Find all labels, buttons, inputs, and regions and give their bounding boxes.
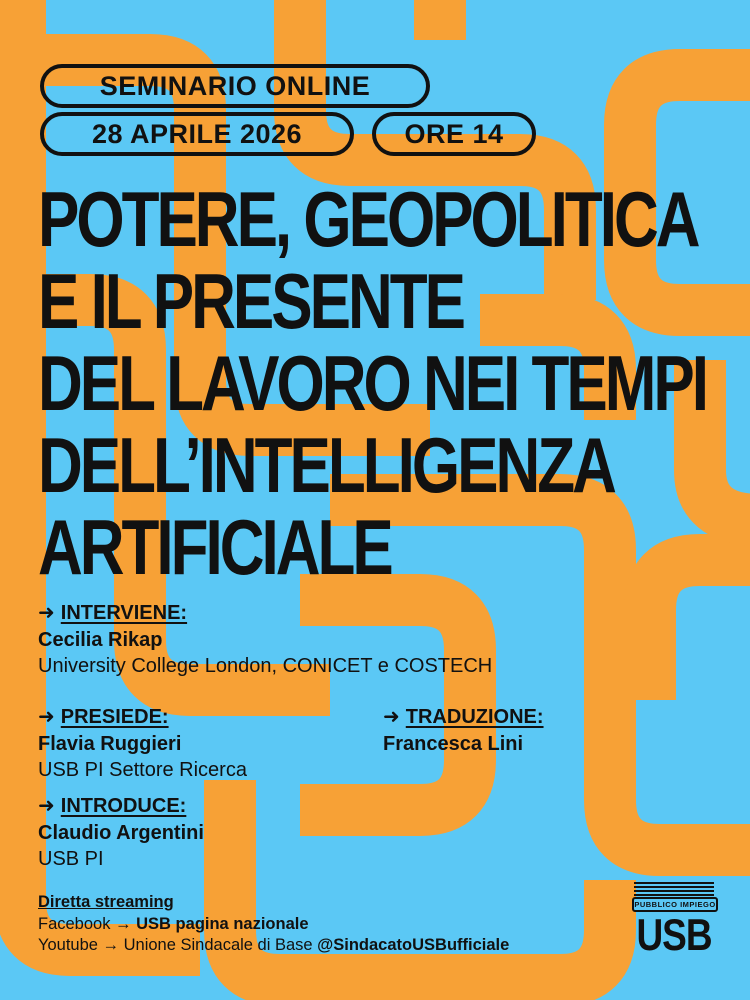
event-time-badge: ORE 14 xyxy=(372,112,536,156)
title-line: DELL’INTELLIGENZA xyxy=(38,423,614,510)
interviene-label-text: INTERVIENE: xyxy=(60,602,188,624)
traduzione-name: Francesca Lini xyxy=(383,733,524,755)
facebook-prefix: Facebook → xyxy=(38,915,137,933)
youtube-link[interactable]: @SindacatoUSBufficiale xyxy=(317,936,510,954)
arrow-right-icon: ➜ xyxy=(38,602,55,624)
introduce-label-text: INTRODUCE: xyxy=(60,795,187,817)
event-title xyxy=(38,177,738,592)
youtube-prefix: Youtube → Unione Sindacale di Base xyxy=(38,936,318,954)
presiede-name: Flavia Ruggieri xyxy=(38,733,182,755)
traduzione-label xyxy=(383,704,544,729)
streaming-title: Diretta streaming xyxy=(38,893,174,911)
logo-stripes xyxy=(634,882,714,896)
presiede-label-text: PRESIEDE: xyxy=(60,706,169,728)
interviene-affiliation: University College London, CONICET e COSTECH xyxy=(38,655,493,677)
introduce-affiliation: USB PI xyxy=(38,848,104,870)
title-line: POTERE, GEOPOLITICA xyxy=(38,177,698,264)
arrow-right-icon: ➜ xyxy=(383,706,400,728)
introduce-name: Claudio Argentini xyxy=(38,822,204,844)
logo-name: USB xyxy=(636,910,712,960)
event-type-badge: SEMINARIO ONLINE xyxy=(40,64,430,108)
interviene-name: Cecilia Rikap xyxy=(38,629,163,651)
traduzione-label-text: TRADUZIONE: xyxy=(405,706,544,728)
streaming-youtube xyxy=(38,936,509,955)
arrow-right-icon: ➜ xyxy=(38,795,55,817)
arrow-right-icon: ➜ xyxy=(38,706,55,728)
logo-subtitle: PUBBLICO IMPIEGO xyxy=(632,897,718,912)
facebook-link[interactable]: USB pagina nazionale xyxy=(136,915,309,933)
title-line: E IL PRESENTE xyxy=(38,259,463,346)
streaming-facebook xyxy=(38,915,309,934)
title-line: ARTIFICIALE xyxy=(38,505,391,592)
introduce-label xyxy=(38,793,186,818)
interviene-label xyxy=(38,600,187,625)
title-line: DEL LAVORO NEI TEMPI xyxy=(38,341,706,428)
usb-logo xyxy=(632,882,716,960)
presiede-affiliation: USB PI Settore Ricerca xyxy=(38,759,247,781)
presiede-label xyxy=(38,704,169,729)
event-date-badge: 28 APRILE 2026 xyxy=(40,112,354,156)
